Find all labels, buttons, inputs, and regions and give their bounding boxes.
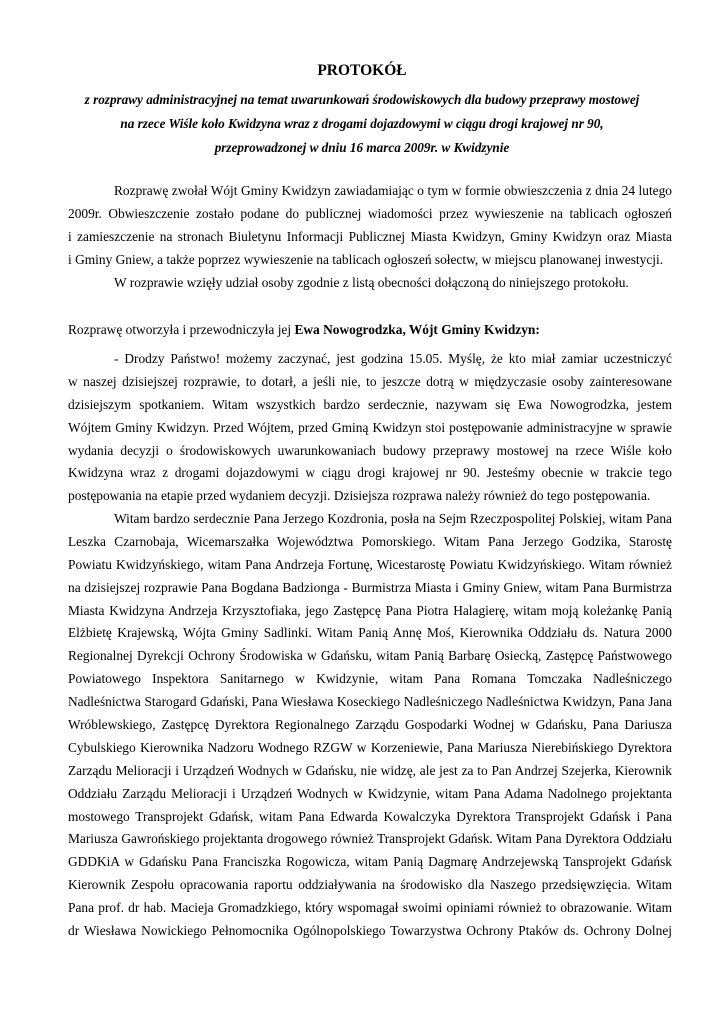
protocol-title: PROTOKÓŁ — [317, 62, 407, 79]
welcome-line: GDDKiA w Gdańsku Pana Franciszka Rogowicza, witam Panią Dagmarę Andrzejewską Tansprojekt Gdańsk — [68, 854, 672, 870]
speech-line: Kwidzyna wraz z drogami dojazdowymi w ciągu drogi krajowej nr 90. Jesteśmy obecnie w trakcie tego — [68, 465, 672, 481]
speech-line: Wójtem Gminy Kwidzyn. Przed Wójtem, przed Gminą Kwidzyn stoi postępowanie administracyjne w sprawie — [68, 419, 672, 435]
intro-line: i zamieszczenie na stronach Biuletynu Informacji Publicznej Miasta Kwidzyn, Gminy Kwidzyn oraz Miasta — [68, 228, 672, 244]
welcome-line: Witam bardzo serdecznie Pana Jerzego Kozdronia, posła na Sejm Rzeczpospolitej Polskiej, witam Pana — [114, 511, 672, 526]
subtitle-line-2: na rzece Wiśle koło Kwidzyna wraz z drogami dojazdowymi w ciągu drogi krajowej nr 90, — [120, 116, 604, 131]
speech-line: wydania decyzji o środowiskowych uwarunkowaniach budowy przeprawy mostowej na rzece Wiśle koło — [68, 442, 672, 458]
welcome-line: Leszka Czarnobaja, Wicemarszałka Województwa Pomorskiego. Witam Pana Jerzego Godzika, Starostę — [68, 533, 672, 549]
participants-line: W rozprawie wzięły udział osoby zgodnie z listą obecności dołączoną do niniejszego protokołu. — [114, 274, 629, 290]
opening-text: Rozprawę otworzyła i przewodniczyła jej — [68, 322, 295, 337]
intro-line: Rozprawę zwołał Wójt Gminy Kwidzyn zawiadamiając o tym w formie obwieszczenia z dnia 24 lutego — [114, 183, 672, 198]
welcome-line: dr Wiesława Nowickiego Pełnomocnika Ogólnopolskiego Towarzystwa Ochrony Ptaków ds. Ochrony Dolnej — [68, 923, 672, 939]
subtitle-line-1: z rozprawy administracyjnej na temat uwarunkowań środowiskowych dla budowy przeprawy mostowej — [84, 92, 640, 107]
intro-paragraph — [68, 180, 672, 294]
welcome-line: Wróblewskiego, Zastępcę Dyrektora Regionalnego Zarządu Gospodarki Wodnej w Gdańsku, Pana Dariusza — [68, 717, 672, 733]
welcome-line: Regionalnej Dyrekcji Ochrony Środowiska w Gdańsku, witam Panią Barbarę Osiecką, Zastępcę Państwowego — [68, 648, 672, 664]
welcome-line: Mariusza Gawrońskiego projektanta drogowego również Transprojekt Gdańsk. Witam Pana Dyrektora Oddziału — [68, 831, 672, 847]
welcome-line: Kierownik Zespołu opracowania raportu oddziaływania na środowisko dla Naszego przedsięwzięcia. Witam — [68, 877, 672, 893]
intro-line: i Gminy Gniew, a także poprzez wywieszenie na tablicach ogłoszeń sołectw, w miejscu planowanej inwestycji. — [68, 251, 664, 267]
welcome-line: Nadleśnictwa Starogard Gdański, Pana Wiesława Koseckiego Nadleśniczego Nadleśnictwa Kwidzyn, Pana Jana — [68, 694, 672, 710]
intro-line: 2009r. Obwieszczenie zostało podane do publicznej wiadomości przez wywieszenie na tablicach ogłoszeń — [68, 205, 672, 221]
welcome-line: Cybulskiego Kierownika Nadzoru Wodnego RZGW w Korzeniewie, Pana Mariusza Nierebińskiego Dyrektora — [68, 739, 672, 755]
welcome-line: Oddziału Zarządu Melioracji i Urządzeń Wodnych w Kwidzynie, witam Pana Adama Nadolnego projektanta — [68, 785, 672, 801]
speech-line: - Drodzy Państwo! możemy zaczynać, jest godzina 15.05. Myślę, że kto miał zamiar uczestniczyć — [114, 351, 672, 366]
speech-line: postępowania na etapie przed wydaniem decyzji. Dzisiejsza rozprawa należy również do tego postępowania. — [68, 488, 651, 504]
speech-line: w naszej dzisiejszej rozprawie, to dotarł, a jeśli nie, to jeszcze dotrą w międzyczasie osoby zainteresowane — [68, 373, 672, 389]
opening-line — [68, 319, 672, 342]
welcome-line: mostowego Transprojekt Gdańsk, witam Pana Edwarda Kowalczyka Dyrektora Transprojekt Gdańsk i Pana — [68, 808, 672, 824]
welcome-line: Powiatowego Inspektora Sanitarnego w Kwidzynie, witam Pana Romana Tomczaka Nadleśniczego — [68, 671, 672, 687]
welcome-line: Zarządu Melioracji i Urządzeń Wodnych w Gdańsku, nie widzę, ale jest za to Pan Andrzej Szejerka, Kierownik — [68, 762, 672, 778]
welcome-line: Pana prof. dr hab. Macieja Gromadzkiego, który wspomagał swoimi opiniami również to obrazowanie. Witam — [68, 900, 672, 916]
subtitle-line-3: przeprowadzonej w dniu 16 marca 2009r. w Kwidzynie — [214, 140, 510, 155]
welcome-paragraph — [68, 508, 672, 943]
welcome-line: na dzisiejszej rozprawie Pana Bogdana Badzionga - Burmistrza Miasta i Gminy Gniew, witam Pana Burmistrza — [68, 579, 672, 595]
welcome-line: Powiatu Kwidzyńskiego, witam Pana Andrzeja Fortunę, Wicestarostę Powiatu Kwidzyńskiego. Witam również — [68, 556, 672, 572]
speech-line: dzisiejszym spotkaniem. Witam wszystkich bardzo serdecznie, nazywam się Ewa Nowogrodzka, jestem — [68, 396, 672, 412]
welcome-line: Elżbietę Krajewską, Wójta Gminy Sadlinki. Witam Panią Annę Moś, Kierownika Oddziału ds. Natura 2000 — [68, 625, 672, 641]
welcome-line: Miasta Kwidzyna Andrzeja Krzysztofiaka, jego Zastępcę Pana Piotra Halagierę, witam moją koleżankę Panią — [68, 602, 672, 618]
chairperson-name: Ewa Nowogrodzka, Wójt Gminy Kwidzyn: — [294, 322, 540, 337]
speech-paragraph — [68, 348, 672, 508]
